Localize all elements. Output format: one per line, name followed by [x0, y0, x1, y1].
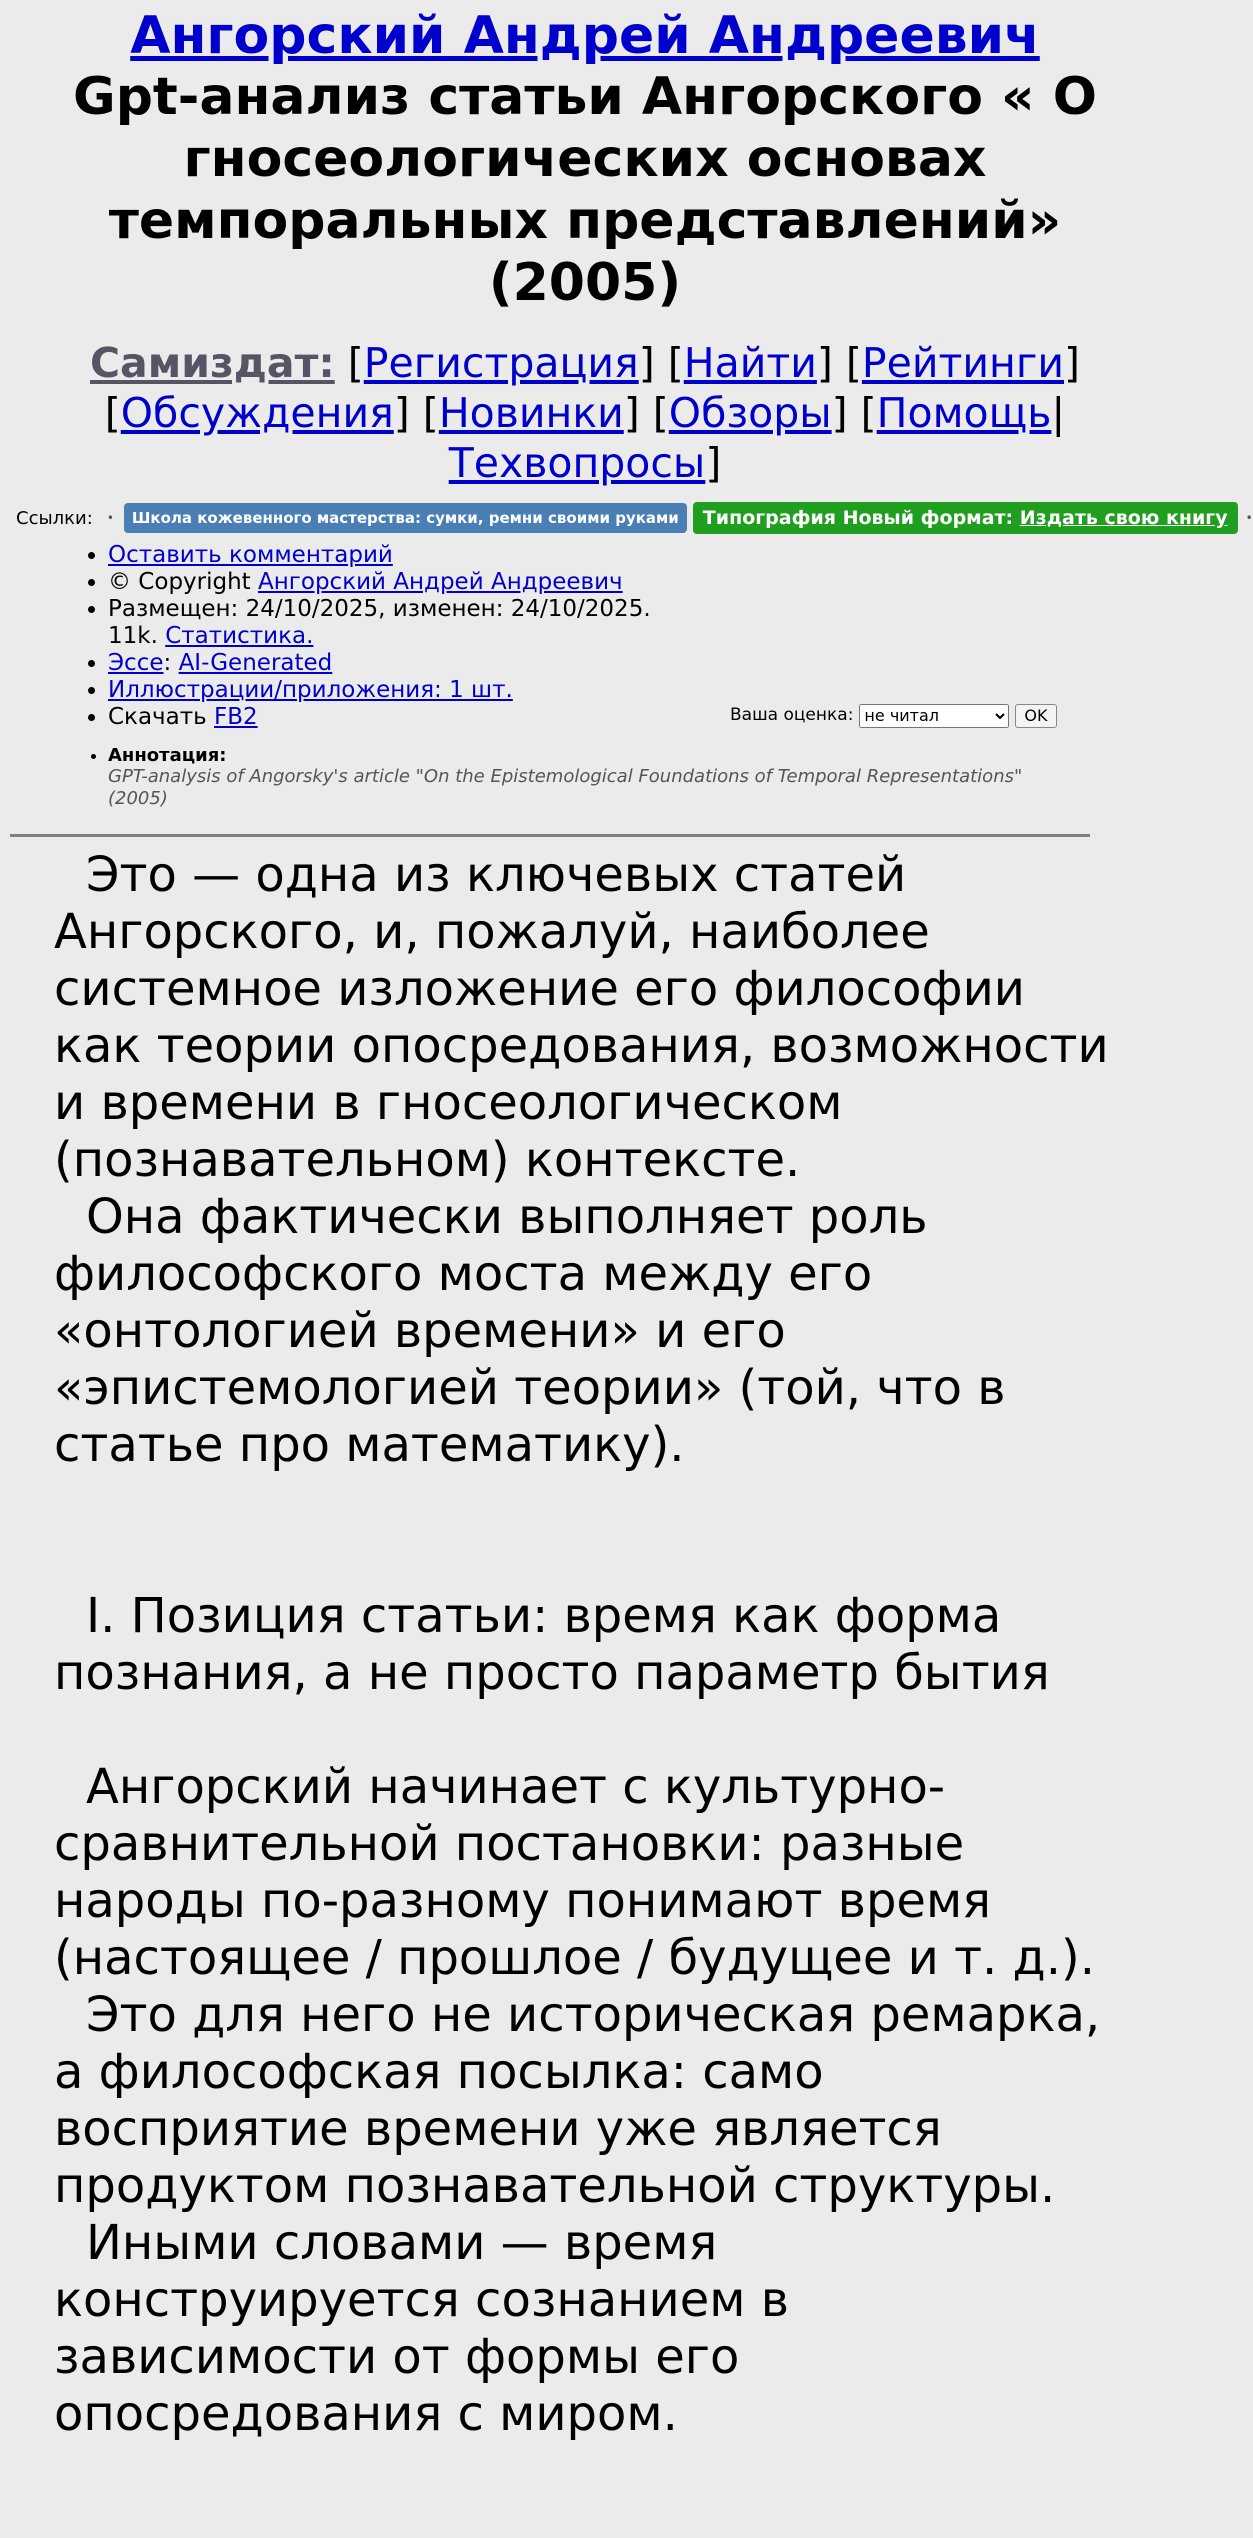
nav-tech[interactable]: Техвопросы	[448, 439, 706, 487]
nav-register[interactable]: Регистрация	[363, 339, 639, 387]
page-title: Gpt-анализ статьи Ангорского « О гносеологических основах темпоральных представлений» (2005)	[73, 67, 1097, 313]
genre-sep: :	[163, 650, 172, 676]
rating-label: Ваша оценка:	[730, 705, 854, 725]
separator	[10, 834, 1090, 837]
spacer	[54, 1474, 1114, 1588]
ad-printing[interactable]	[693, 502, 1238, 534]
author-heading	[0, 6, 1170, 66]
annotation-item	[108, 745, 1170, 810]
ads-dot-icon-2: •	[1245, 511, 1253, 525]
rating-select[interactable]	[859, 704, 1009, 728]
annotation-text: GPT-analysis of Angorsky's article "On the Epistemological Foundations of Temporal Representations" (2005)	[108, 766, 1023, 809]
meta-comment	[108, 542, 1170, 569]
article-body	[54, 847, 1114, 2443]
stats-link[interactable]: Статистика.	[165, 623, 314, 649]
ad-leather-school[interactable]: Школа кожевенного мастерства: сумки, ремни своими руками	[124, 503, 687, 533]
meta-dates	[108, 596, 1170, 650]
illustrations-link[interactable]: Иллюстрации/приложения: 1 шт.	[108, 677, 513, 703]
download-prefix: Скачать	[108, 704, 207, 730]
ad-printing-prefix: Типография Новый формат:	[702, 507, 1014, 529]
tag-link[interactable]: AI-Generated	[178, 650, 333, 676]
posted-dates: Размещен: 24/10/2025, изменен: 24/10/2025.	[108, 596, 651, 622]
ads-dot-icon: •	[106, 511, 114, 525]
paragraph-3: Ангорский начинает с культурно-сравнительной постановки: разные народы по-разному понимают время (настоящее / прошлое / будущее и т. д.).	[54, 1759, 1095, 1986]
section-heading-1: I. Позиция статьи: время как форма познания, а не просто параметр бытия	[54, 1588, 1050, 1701]
nav-new[interactable]: Новинки	[438, 389, 624, 437]
leave-comment-link[interactable]: Оставить комментарий	[108, 542, 393, 568]
ads-bar	[16, 502, 1253, 534]
rating-ok-button[interactable]: OK	[1015, 704, 1056, 728]
meta-illustrations	[108, 677, 1170, 704]
paragraph-1: Это — одна из ключевых статей Ангорского, и, пожалуй, наиболее системное изложение его философии как теории опосредования, возможности и времени в гносеологическом (познавательном) контексте.	[54, 847, 1109, 1188]
text-size: 11k.	[108, 623, 158, 649]
genre-link[interactable]: Эссе	[108, 650, 164, 676]
nav-help[interactable]: Помощь	[876, 389, 1052, 437]
nav-reviews[interactable]: Обзоры	[668, 389, 832, 437]
copyright-author-link[interactable]: Ангорский Андрей Андреевич	[258, 569, 623, 595]
nav-search[interactable]: Найти	[683, 339, 817, 387]
nav-discussions[interactable]: Обсуждения	[120, 389, 394, 437]
paragraph-4: Это для него не историческая ремарка, а философская посылка: само восприятие времени уже является продуктом познавательной структуры.	[54, 1987, 1101, 2214]
samizdat-home-link[interactable]: Самиздат:	[89, 339, 335, 387]
author-link[interactable]: Ангорский Андрей Андреевич	[130, 6, 1040, 66]
copyright-prefix: © Copyright	[108, 569, 251, 595]
spacer-2	[54, 1702, 1114, 1759]
meta-copyright	[108, 569, 1170, 596]
ad-printing-link[interactable]: Издать свою книгу	[1019, 507, 1228, 529]
nav-ratings[interactable]: Рейтинги	[861, 339, 1065, 387]
site-nav: Самиздат: [Регистрация] [Найти] [Рейтинги] [Обсуждения] [Новинки] [Обзоры] [Помощь| Техвопросы]	[89, 339, 1081, 487]
annotation	[0, 745, 1170, 810]
meta-genre	[108, 650, 1170, 677]
annotation-heading: • Аннотация:	[108, 745, 227, 766]
paragraph-5: Иными словами — время конструируется сознанием в зависимости от формы его опосредования с миром.	[54, 2215, 789, 2442]
rating-form	[730, 702, 1057, 729]
meta-list	[0, 542, 1170, 731]
paragraph-2: Она фактически выполняет роль философского моста между его «онтологией времени» и его «эпистемологией теории» (той, что в статье про математику).	[54, 1189, 1006, 1473]
download-fb2-link[interactable]: FB2	[214, 704, 258, 730]
ads-label: Ссылки:	[16, 507, 93, 529]
